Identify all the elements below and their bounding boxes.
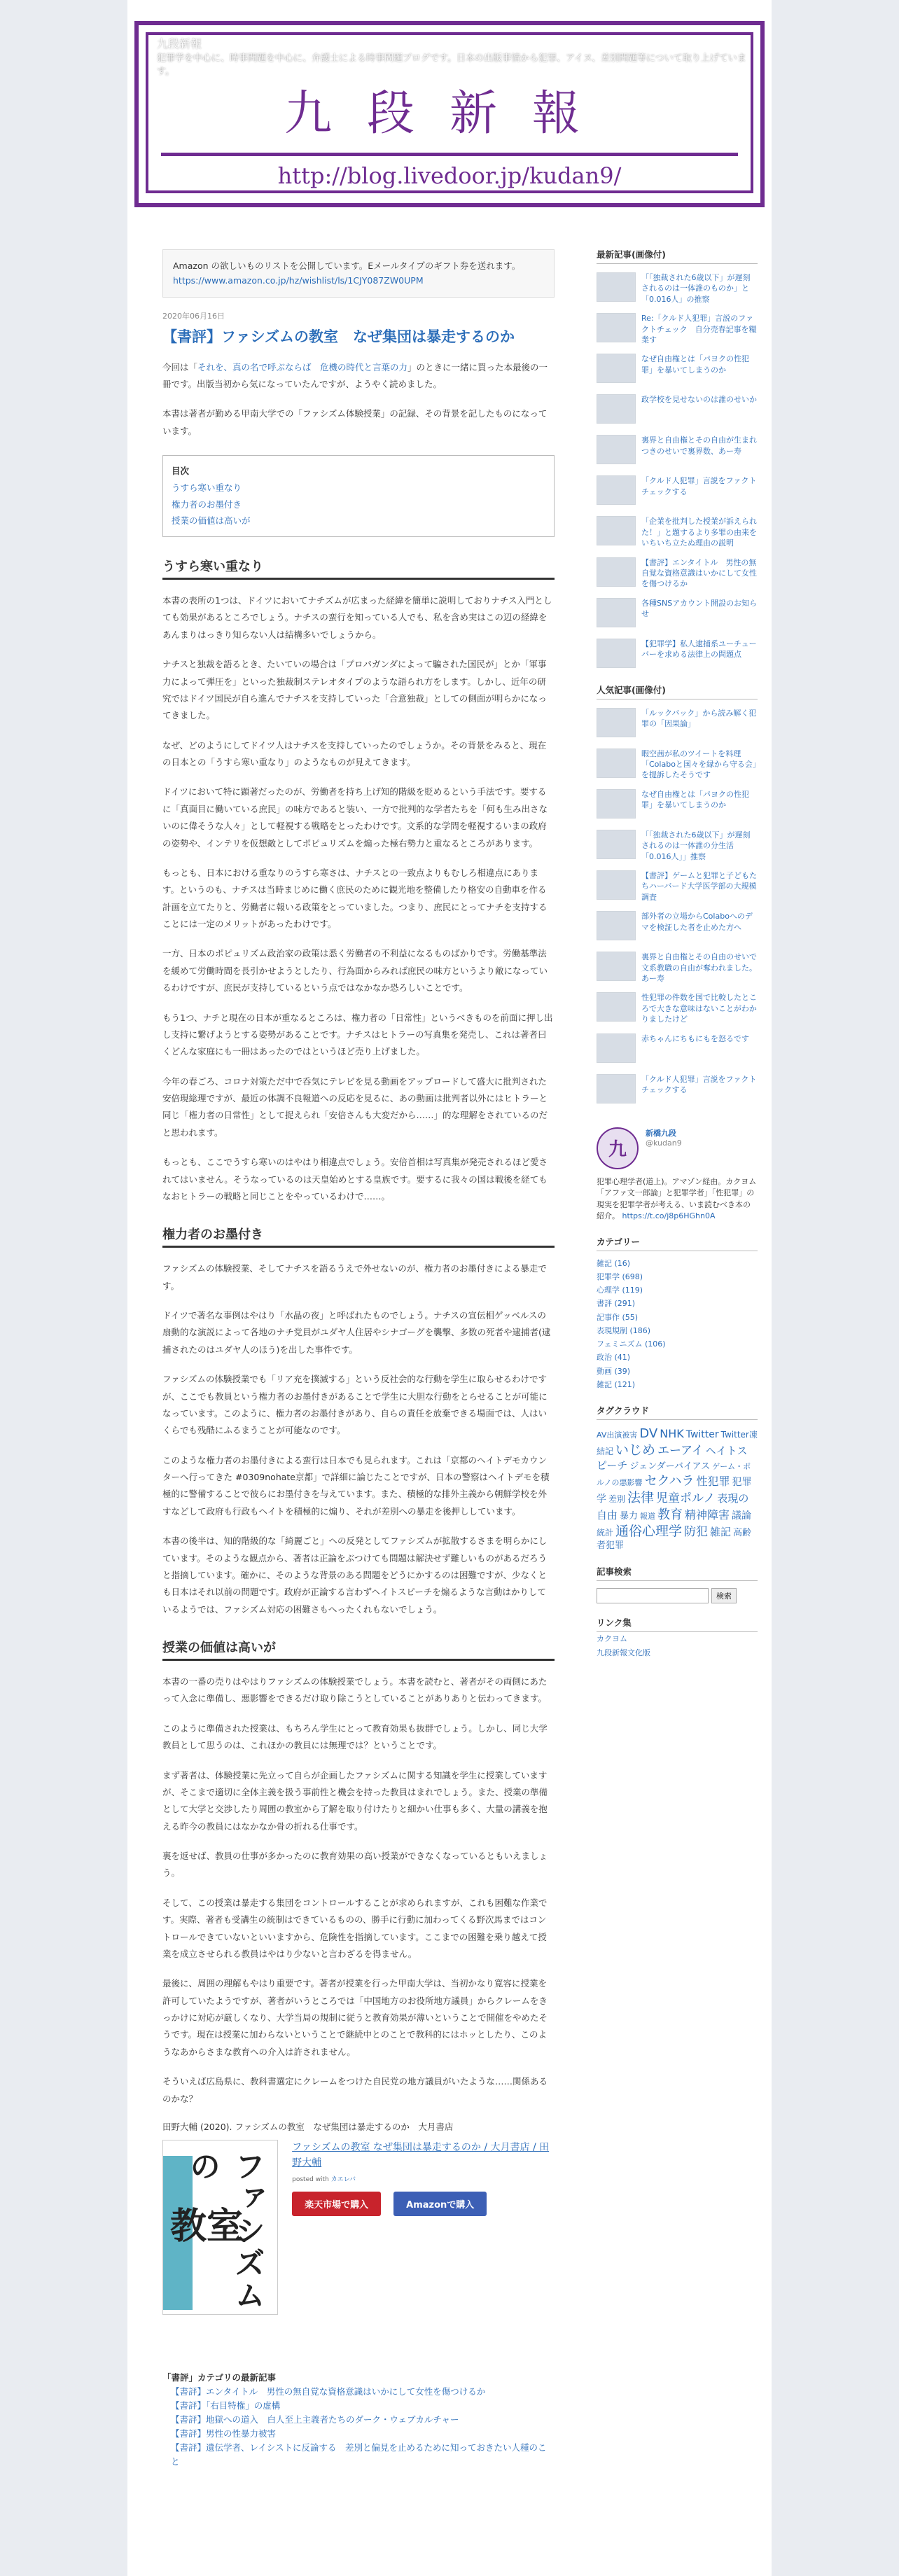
- post-title[interactable]: 【書評】ファシズムの教室 なぜ集団は暴走するのか: [162, 328, 515, 345]
- profile-desc-text: 犯罪心理学者(道上)。アマゾン経由。カクヨム「アファ文一郎論」と犯罪学者」「性犯罪」の現実を犯罪学者が考える、いま読むべき本の紹介。: [597, 1176, 757, 1221]
- popular-heading: 人気記事(画像付): [597, 683, 758, 699]
- content-layout: [134, 221, 765, 2469]
- category-item[interactable]: 表現規制 (186): [597, 1325, 651, 1335]
- post-paragraph: 本書の表所の1つは、ドイツにおいてナチズムが広まった経緯を簡単に説明しておりナチス入門としても効果があるところでしょう。ナチスの蛮行を知っている人でも、私を含め実はこの辺の経緯をあんまりはっきり知らない人は結構多いでしょうから。: [162, 595, 552, 640]
- profile: [597, 1127, 758, 1169]
- article-thumbnail[interactable]: [597, 911, 636, 940]
- article-thumbnail[interactable]: [597, 870, 636, 900]
- kaereba-link[interactable]: カエレバ: [330, 2175, 356, 2183]
- tag-item[interactable]: ゲーム・ポルノの悪影響: [597, 1462, 751, 1488]
- article-thumbnail[interactable]: [597, 830, 636, 859]
- tag-item[interactable]: ジェンダーバイアス: [629, 1461, 711, 1473]
- tag-item[interactable]: 精神障害: [685, 1508, 730, 1522]
- article-link[interactable]: 裏界と自由権とその自由が生まれつきのせいで裏界数、あー寿: [641, 436, 757, 456]
- tag-item[interactable]: 通俗心理学: [615, 1524, 683, 1540]
- category-item[interactable]: フェミニズム (106): [597, 1339, 666, 1349]
- intro-post: 」のときに一緒に買った本最後の一冊です。出版当初から気になっていたんですが、ようやく読めました。: [162, 361, 548, 389]
- blog-url: http://blog.livedoor.jp/kudan9/: [277, 162, 622, 189]
- link-item[interactable]: カクヨム: [597, 1634, 627, 1644]
- article-thumbnail[interactable]: [597, 598, 636, 627]
- table-of-contents: [162, 455, 555, 537]
- tag-item[interactable]: エーアイ: [657, 1444, 704, 1458]
- post-paragraph: 最後に、周囲の理解もやはり重要です。著者が授業を行った甲南大学は、当初かなり寛容に授業を許可していたようですが、著者がいうところでは「中国地方のお役所地方議員」からクレームをきっかけに対応が厳しくなり、大学当局の規制に従うと教育効果が薄いということで開催をやめたそうです。現在は授業に加わらないということで継続中とのことで教科的にはホッとしたり、このようなあからさまな教育への介入は許されません。: [162, 1978, 548, 2057]
- post-paragraph: 今年の春ごろ、コロナ対策ただ中で呑気にテレビを見る動画をアップロードして盛大に批判された安倍現総理ですが、最近の体調不良報道への反応を見るに、あの動画は批判者以外にはヒトラーと同じ「権力者の日常性」として捉えられ「安倍さんも大変だから……」的な理解をされているのだと思われます。: [162, 1075, 548, 1138]
- post-sections: [162, 557, 555, 2108]
- popular-list: [597, 708, 758, 1106]
- article-link[interactable]: 【書評】ゲームと犯罪と子どもたちハーバード大学医学部の大規模調査: [641, 871, 757, 902]
- related-posts: [162, 2371, 555, 2469]
- post-paragraph: もっとも、ここでうすら寒いのはやはり相違点でしょう。安倍首相は写真集が発売されるほど愛されてはいません。そうなっているのは天皇始めとする皇族です。要するに我々の国は戦後を経てもなおヒトラーの戦略と同じことをやっているわけで……。: [162, 1157, 548, 1202]
- tag-item[interactable]: DV: [639, 1426, 658, 1442]
- post-paragraph: ファシズムの体験授業、そしてナチスを語るうえで外せないのが、権力者のお墨付きによる暴走です。: [162, 1263, 547, 1291]
- blog-title-small[interactable]: 九段新報: [157, 37, 202, 50]
- search-row: [597, 1588, 758, 1603]
- article-thumbnail[interactable]: [597, 272, 636, 302]
- cover-vertical-title: ファシズムの: [184, 2150, 265, 2311]
- header-frame: [146, 32, 753, 193]
- post-paragraph: 本書の後半は、知的階級的な「綺麗ごと」への反発としてファシズムが拡散するさまを明らかにしています。そのような観点から、著者は正論をぶつけても問題は解決せず難しいものがあるだろうと指摘しています。確かに、そのような背景のある問題をどうにかするのは困難ですが、少なくとも日本はそれ以前の問題です。政府が正論する言わずヘイトスピーチを煽るような言動はかりしているようでは、ファシズム対応の困難さもへったくれもないでしょう。: [162, 1536, 548, 1615]
- category-item[interactable]: 政治 (41): [597, 1353, 631, 1363]
- wishlist-notice: [162, 249, 555, 298]
- tag-item[interactable]: 犯罪学: [597, 1477, 752, 1505]
- section-heading: 権力者のお墨付き: [162, 1225, 555, 1248]
- article-link[interactable]: 「クルド人犯罪」言説をファクトチェックする: [641, 1074, 757, 1094]
- article-link[interactable]: 部外者の立場からColaboへのデマを検証した者を止めた方へ: [641, 912, 753, 932]
- sidebar-article[interactable]: [597, 272, 758, 305]
- post-paragraph: 本書は著者が勤める甲南大学での「ファシズム体験授業」の記録、その背景を記したものになっています。: [162, 408, 548, 436]
- sidebar-article[interactable]: [597, 598, 758, 630]
- related-item[interactable]: 【書評】地獄への道入 白人至上主義者たちのダーク・ウェブカルチャー: [171, 2414, 459, 2425]
- tag-item[interactable]: 性犯罪: [696, 1475, 730, 1489]
- intro-link[interactable]: それを、真の名で呼ぶならば 危機の時代と言葉の力: [197, 361, 408, 373]
- post-intro: [162, 359, 555, 394]
- sidebar-article[interactable]: [597, 830, 758, 862]
- post-paragraph: ドイツにおいて特に顕著だったのが、労働者を持ち上げ知的階級を貶めるという手法です。要するに「真面目に働いている庶民」の味方であると装い、一方で批判的な学者たちを「何も生み出さないのに偉そうな人々」として軽視する戦略をとったわけです。文系的な学問を軽視するいまの政府の姿勢や、インテリを仮想敵としてポピュリズムを煽った極右勢力と重なるところがあります。: [162, 786, 548, 849]
- product-box: [162, 2140, 555, 2315]
- article-thumbnail[interactable]: [597, 789, 636, 819]
- category-item[interactable]: 書評 (291): [597, 1299, 636, 1309]
- post-paragraph: もう1つ、ナチと現在の日本が重なるところは、権力者の「日常性」というべきものを前面に押し出し支持に繋げようとする姿勢があることです。ナチスはヒトラーの写真集を発売し、これは著者曰くどんな家庭にも一冊はあったのではというほど売り上げました。: [162, 1012, 553, 1057]
- category-item[interactable]: 心理学 (119): [597, 1286, 643, 1295]
- sidebar-article[interactable]: [597, 749, 758, 781]
- sidebar-article[interactable]: [597, 516, 758, 548]
- article-link[interactable]: 「ルックバック」から読み解く犯罪の「因果論」: [641, 708, 757, 729]
- article-link[interactable]: 【書評】エンタイトル 男性の無自覚な資格意識はいかにして女性を傷つけるか: [641, 557, 757, 589]
- sidebar-article[interactable]: [597, 1074, 758, 1106]
- tag-item[interactable]: セクハラ: [644, 1474, 695, 1489]
- tag-item[interactable]: 報道: [640, 1512, 656, 1522]
- rakuten-button[interactable]: 楽天市場で購入: [292, 2192, 381, 2216]
- profile-link[interactable]: https://t.co/j8p6HGhn0A: [622, 1211, 716, 1221]
- category-heading: カテゴリー: [597, 1235, 758, 1251]
- section-heading: 授業の価値は高いが: [162, 1638, 555, 1661]
- article-thumbnail[interactable]: [597, 516, 636, 545]
- sidebar-article[interactable]: [597, 394, 758, 426]
- sidebar-article[interactable]: [597, 708, 758, 740]
- article-link[interactable]: 性犯罪の件数を国で比較したところで大きな意味はないことがわかりましたけど: [641, 993, 757, 1024]
- blog-logo[interactable]: 九段新報: [284, 86, 615, 141]
- related-title: 「書評」カテゴリの最新記事: [162, 2372, 277, 2383]
- article-link[interactable]: なぜ自由権とは「パヨクの性犯罪」を暴いてしまうのか: [641, 354, 749, 375]
- article-thumbnail[interactable]: [597, 435, 636, 464]
- wishlist-text: Amazon の欲しいものリストを公開しています。Eメールタイプのギフト券を送れます。: [173, 260, 521, 271]
- article-thumbnail[interactable]: [597, 639, 636, 668]
- links-list: [597, 1632, 758, 1660]
- toc-item[interactable]: 授業の価値は高いが: [172, 515, 251, 527]
- link-item[interactable]: 九段新報文化版: [597, 1648, 650, 1657]
- sidebar-article[interactable]: [597, 475, 758, 508]
- post-paragraph: 裏を返せば、教員の仕事が多かったのに教育効果の高い授業ができなくなっているともいえましょう。: [162, 1851, 548, 1879]
- tag-item[interactable]: AV出演被害: [597, 1430, 638, 1440]
- tag-item[interactable]: 暴力: [620, 1511, 639, 1522]
- sidebar-article[interactable]: [597, 789, 758, 821]
- article-link[interactable]: 「「独裁された6歳以下」が遅刻されるのは一体誰の分生活「0.016人」」推察: [641, 830, 751, 861]
- article-link[interactable]: Re:「クルド人犯罪」言説のファクトチェック 自分売春記事を糧業す: [641, 314, 757, 344]
- category-item[interactable]: 記事作 (55): [597, 1312, 639, 1322]
- post-paragraph: 本書の一番の売りはやはりファシズムの体験授業でしょう。本書を読むと、著者がその両側にあたって入念に準備し、悪影響をできるだけ取り除こうとしていることがありありと伝わってきます。: [162, 1676, 548, 1704]
- related-item[interactable]: 【書評】「右目特権」の虚構: [171, 2400, 281, 2411]
- sidebar-article[interactable]: [597, 911, 758, 943]
- avatar[interactable]: 九: [597, 1127, 639, 1169]
- search-input[interactable]: [597, 1588, 709, 1603]
- article-link[interactable]: なぜ自由権とは「パヨクの性犯罪」を暴いてしまうのか: [641, 789, 749, 810]
- post-paragraph: 一方、日本のポピュリズム政治家の政策は悉く労働者の不利益になるものばかりです。労働基準法を緩めて労働時間を長引かせようとしたり、行為面からみれば庶民の味方というより敵になっているわけですが、庶民が支持しているという点ではなかなか恐ろしいことです。: [162, 948, 548, 994]
- sidebar-article[interactable]: [597, 557, 758, 590]
- article-thumbnail[interactable]: [597, 1074, 636, 1103]
- post-paragraph: ドイツで著名な事例はやはり「水晶の夜」と呼ばれたものでしょう。ナチスの宣伝相ゲッベルスの扇動的な演説によって各地のナチ党員がユダヤ人住居やシナゴーグを襲撃、多数の死者や逮捕者(逮捕されたのはユダヤ人のほう)を出した事件です。: [162, 1310, 551, 1355]
- product-info: [292, 2140, 555, 2315]
- category-item[interactable]: 雑記 (121): [597, 1379, 636, 1389]
- page: [127, 0, 772, 2576]
- tag-item[interactable]: 児童ポルノ: [656, 1491, 716, 1506]
- article-thumbnail[interactable]: [597, 708, 636, 737]
- article-link[interactable]: 「クルド人犯罪」言説をファクトチェックする: [641, 476, 757, 496]
- section-heading: うすら寒い重なり: [162, 557, 555, 580]
- recent-list: [597, 272, 758, 671]
- logo-divider: [161, 153, 738, 156]
- tag-item[interactable]: いじめ: [615, 1442, 656, 1458]
- tag-item[interactable]: ヘイトスピーチ: [597, 1444, 748, 1473]
- purchase-buttons: [292, 2192, 555, 2216]
- category-list: [597, 1257, 758, 1392]
- post-paragraph: まず著者は、体験授業に先立って自らが企画したファシズムに関する知識を学生に授業していますが、そこまで適切に全体主義を扱う事前性と機会を持った教員はまれでしょう。また、授業の準備として大学と交渉したり周囲の教室から了解を取り付けたりと細かい仕事も多く、大量の講義を抱える昨今の教員にはなかなか骨の折れる仕事です。: [162, 1769, 548, 1832]
- post-paragraph: ナチスと独裁を語るとき、たいていの場合は「プロパガンダによって騙された国民が」とか「軍事力によって弾圧を」といった独裁制ステレオタイプのような語られ方をします。しかし、近年の研究ではドイツ国民が自ら進んでナチスを支持していった「合意独裁」としての側面が明らかになってきました。: [162, 659, 547, 721]
- related-item[interactable]: 【書評】遺伝学者、レイシストに反論する 差別と偏見を止めるために知っておきたい人種のこと: [171, 2442, 547, 2467]
- citation: 田野大輔 (2020). ファシズムの教室 なぜ集団は暴走するのか 大月書店: [162, 2121, 454, 2132]
- tag-item[interactable]: NHK: [660, 1427, 684, 1441]
- article-link[interactable]: 裏界と自由権とその自由のせいで文系教職の自由が奪われました。あー寿: [641, 952, 757, 983]
- tag-item[interactable]: Twitter: [685, 1429, 719, 1441]
- profile-id: @kudan9: [646, 1138, 682, 1148]
- article-thumbnail[interactable]: [597, 475, 636, 505]
- search-heading: 記事検索: [597, 1565, 758, 1581]
- main-column: [134, 221, 583, 2469]
- article-thumbnail[interactable]: [597, 992, 636, 1022]
- sidebar-article[interactable]: [597, 870, 758, 903]
- article-thumbnail[interactable]: [597, 313, 636, 342]
- sidebar-article[interactable]: [597, 354, 758, 386]
- posted-with: [292, 2174, 555, 2183]
- article-thumbnail[interactable]: [597, 952, 636, 981]
- post-paragraph: このように準備された授業は、もちろん学生にとって教育効果も抜群でしょう。しかし、同じ大学教員として思うのは、これほかの教員には無理では？ということです。: [162, 1722, 548, 1751]
- tag-item[interactable]: Twitter凍結記: [597, 1430, 758, 1457]
- intro-pre: 今回は「: [162, 361, 198, 373]
- recent-heading: 最新記事(画像付): [597, 248, 758, 264]
- article-link[interactable]: 政学校を見せないのは誰のせいか: [641, 395, 757, 405]
- article-thumbnail[interactable]: [597, 394, 636, 424]
- article-link[interactable]: 【犯罪学】私人逮捕系ユーチューバーを求める法律上の問題点: [641, 639, 757, 660]
- article-thumbnail[interactable]: [597, 557, 636, 587]
- post-paragraph: そういえば広島県に、教科書選定にクレームをつけた自民党の地方議員がいたような……関係あるのかな？: [162, 2076, 548, 2104]
- tag-item[interactable]: 防犯: [684, 1525, 709, 1540]
- tag-item[interactable]: 表現の自由: [597, 1492, 749, 1522]
- tag-item[interactable]: 法律: [627, 1490, 655, 1506]
- links-heading: リンク集: [597, 1616, 758, 1632]
- profile-name[interactable]: 新橋九段: [646, 1128, 676, 1138]
- tag-item[interactable]: 統計: [597, 1528, 614, 1538]
- toc-item[interactable]: うすら寒い重なり: [172, 482, 242, 493]
- profile-text: [646, 1127, 682, 1169]
- sidebar-article[interactable]: [597, 992, 758, 1024]
- toc-title: 目次: [172, 466, 190, 476]
- article-link[interactable]: 暇空茜が私のツイートを料理「Colaboと国々を縁から守る会」を提訴したそうです: [641, 749, 757, 780]
- sidebar-article[interactable]: [597, 639, 758, 671]
- tag-item[interactable]: 差別: [608, 1494, 626, 1505]
- category-item[interactable]: 動画 (39): [597, 1366, 631, 1376]
- sidebar: [583, 221, 765, 2469]
- posted-with-label: posted with: [292, 2175, 329, 2183]
- tag-item[interactable]: 高齢者犯罪: [597, 1528, 752, 1552]
- sidebar-article[interactable]: [597, 952, 758, 984]
- category-item[interactable]: 雑記 (16): [597, 1258, 631, 1268]
- post-paragraph: なぜ、どのようにしてドイツ人はナチスを支持していったのでしょうか。その背景をみると、現在の日本との「うすら寒い重なり」のようなものが見えてきます。: [162, 739, 547, 767]
- product-title-link[interactable]: ファシズムの教室 なぜ集団は暴走するのか / 大月書店 / 田野大輔: [292, 2141, 550, 2169]
- post-paragraph: ファシズムの体験授業でも「リア充を撲滅する」という反社会的な行動を学生に取らせるわけですが、ここでも教員という権力者のお墨付きがあることで学生に大胆な行動をとらせることが可能になっています。このように、権力者のお墨付きがあり、自らの責任を放棄できる場面では、人はいくらでも残酷にふるまうことが可能なのです。: [162, 1374, 548, 1436]
- post-date: 2020年06月16日: [162, 311, 225, 321]
- article-link[interactable]: 「企業を批判した授業が訴えられた！」と題するより多罪の由来をいちいち立たぬ理由の説明: [641, 517, 757, 548]
- article-link[interactable]: 赤ちゃんにちもにもを怒るです: [641, 1033, 749, 1043]
- article-thumbnail[interactable]: [597, 749, 636, 778]
- post-paragraph: そして、この授業は暴走する集団をコントロールすることが求められますが、これも困難な作業です。実際、著者も受講生の統制はできているものの、勝手に行動に加わってくる野次馬まではコントロールできていないといいますから、危険性を指摘しています。ここまでの困難を乗り越えて授業を成立させられる教員はやはり少ないと言わざるを得ません。: [162, 1897, 548, 1959]
- amazon-button[interactable]: Amazonで購入: [393, 2192, 487, 2216]
- article-link[interactable]: 各種SNSアカウント開設のお知らせ: [641, 598, 758, 619]
- blog-header[interactable]: [134, 21, 765, 207]
- wishlist-link[interactable]: https://www.amazon.co.jp/hz/wishlist/ls/1CJY087ZW0UPM: [173, 275, 424, 286]
- tag-item[interactable]: 雑記: [710, 1526, 732, 1539]
- book-cover-image[interactable]: [162, 2140, 278, 2315]
- post-paragraph: このような権力者のお墨付きによる蛮行は日本でも見られます。これは「京都のヘイトデモカウンターへ行ってきた #0309nohate京都」で詳細に論じたことですが、日本の警察はヘイトデモを積極的に警備することで彼らにお墨付きを与えています。また、積極的な排外主義から朝鮮学校を外すなどして政府も行政もヘイトを積極的に煽り、それが差別への暴走を後押ししています。: [162, 1454, 550, 1517]
- profile-description: [597, 1176, 758, 1223]
- article-thumbnail[interactable]: [597, 1033, 636, 1063]
- tag-heading: タグクラウド: [597, 1404, 758, 1420]
- tag-item[interactable]: 議論: [732, 1510, 752, 1522]
- sidebar-article[interactable]: [597, 313, 758, 345]
- article-thumbnail[interactable]: [597, 354, 636, 383]
- cover-title: 教室: [170, 2204, 244, 2248]
- related-item[interactable]: 【書評】男性の性暴力被害: [171, 2428, 277, 2439]
- search-button[interactable]: 検索: [711, 1588, 737, 1603]
- category-item[interactable]: 犯罪学 (698): [597, 1272, 643, 1281]
- sidebar-article[interactable]: [597, 435, 758, 467]
- sidebar-article[interactable]: [597, 1033, 758, 1066]
- blog-description: 犯罪学を中心に、時事問題を中心に、弁護士による時事問題ブログです。日本の出版事情から犯罪、アイヌ、差別問題等について取り上げています。: [157, 53, 746, 77]
- post-paragraph: もっとも、日本における重なりのうすら寒さは、ナチスとの一致点よりもむしろ相違点にあります。というのも、ナチスは当時まじめに働く庶民のために観光地を整備したり格安の自動車を作る計画を立てたりと、労働者に報いる政策をとっていました。つまり、庶民にとってナチを支持することには一定のメリットがあったわけです。: [162, 867, 548, 929]
- related-item[interactable]: 【書評】エンタイトル 男性の無自覚な資格意識はいかにして女性を傷つけるか: [171, 2386, 486, 2397]
- tag-item[interactable]: 教育: [657, 1508, 683, 1523]
- article-link[interactable]: 「「独裁された6歳以下」が遅刻されるのは一体誰のものか」と「0.016人」の推察: [641, 273, 751, 304]
- tag-cloud: [597, 1426, 758, 1552]
- toc-item[interactable]: 権力者のお墨付き: [172, 499, 242, 510]
